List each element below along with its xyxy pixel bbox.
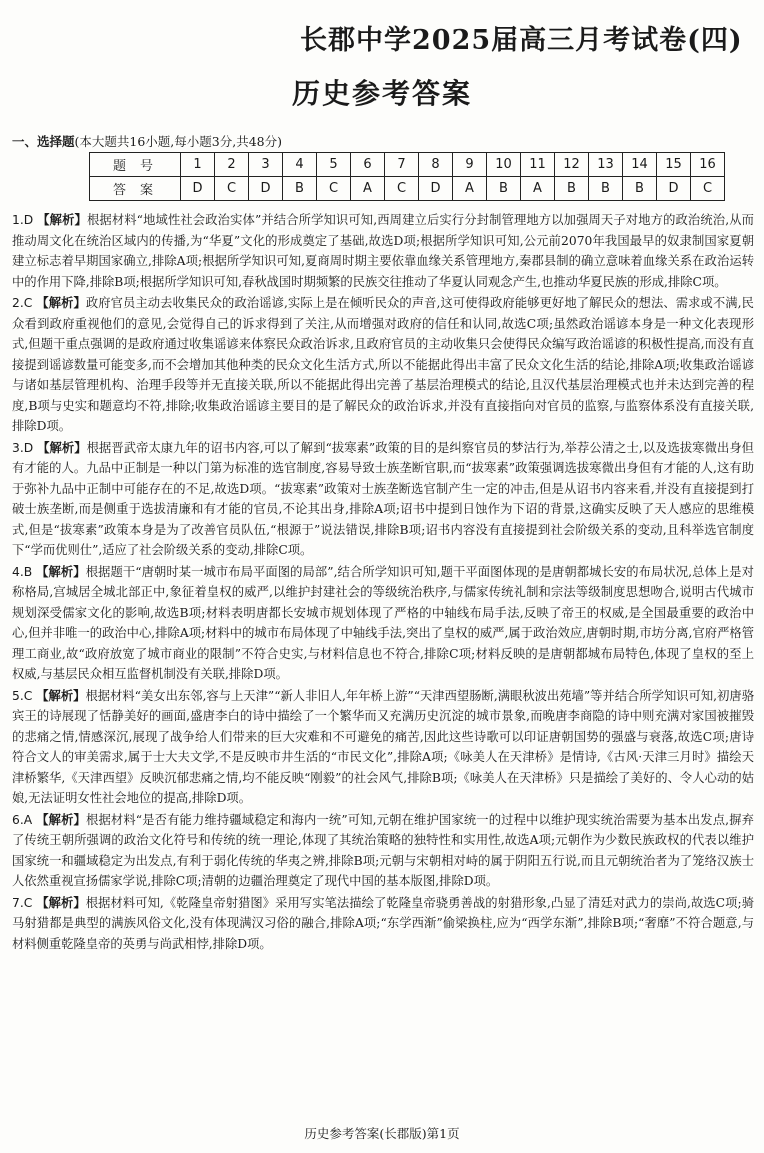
document-title: 历史参考答案 xyxy=(291,77,472,110)
analysis-tag: 【解析】 xyxy=(36,687,86,703)
answer-cell: B xyxy=(623,177,657,201)
analysis-tag: 【解析】 xyxy=(37,439,87,455)
question-number-cell: 3 xyxy=(249,153,283,177)
item-text: 根据材料“地域性社会政治实体”并结合所学知识可知,西周建立后实行分封制管理地方以加强周天子对地方的政治统治,从而推动周文化在统治区域内的传播,为“华夏”文化的形成奠定了基础,故选D项;根据所学知识可知,公元前2070年我国最早的奴隶制国家夏朝建立标志着早期国家确立,排除A项;根据所学知识可知,夏商周时期主要依靠血缘关系管理地方,秦郡县制的确立意味着血缘关系在政治运转中的作用下降,排除B项;根据所学知识可知,春秋战国时期频繁的民族交往推动了华夏认同观念产生,也推动华夏民族的形成,排除C项。 xyxy=(12,213,754,289)
answer-table xyxy=(89,152,725,201)
explanation-item xyxy=(12,686,754,809)
explanation-item xyxy=(12,293,754,437)
question-number-cell: 5 xyxy=(317,153,351,177)
explanation-item xyxy=(12,810,754,892)
analysis-tag: 【解析】 xyxy=(36,811,86,827)
answer-cell: C xyxy=(215,177,249,201)
item-number: 4.B xyxy=(12,564,33,579)
question-number-cell: 11 xyxy=(521,153,555,177)
question-number-cell: 10 xyxy=(487,153,521,177)
question-number-cell: 4 xyxy=(283,153,317,177)
question-number-cell: 6 xyxy=(351,153,385,177)
analysis-tag: 【解析】 xyxy=(36,295,86,310)
explanation-item xyxy=(12,210,754,292)
item-number: 1.D xyxy=(12,213,34,227)
answer-cell: B xyxy=(487,177,521,201)
answer-cell: B xyxy=(589,177,623,201)
item-text: 根据晋武帝太康九年的诏书内容,可以了解到“拔寒素”政策的目的是纠察官员的梦沽行为,举荐公清之士,以及选拔寒微出身但有才能的人。九品中正制是一种以门第为标准的选官制度,容易导致士族垄断官职,而“拔寒素”政策强调选拔寒微出身但有才能的人,这有助于弥补九品中正制中可能存在的不足,故选D项。“拔寒素”政策对士族垄断选官制产生一定的冲击,但是从诏书内容来看,并没有直接提到打破士族垄断,而是侧重于选拔清廉和有才能的官员,不论其出身,排除A项;诏书中提到日蚀作为下诏的背景,这确实反映了天人感应的思维模式,但是“拔寒素”政策本身是为了改善官员队伍,“根源于”说法错误,排除B项;诏书内容没有直接提到社会阶级关系的变动,且科举选官制度下“学而优则仕”,适应了社会阶级关系的变动,排除C项。 xyxy=(12,440,754,557)
answer-cell: D xyxy=(419,177,453,201)
section-note: (本大题共16小题,每小题3分,共48分) xyxy=(74,134,282,149)
question-number-cell: 14 xyxy=(623,153,657,177)
question-number-cell: 2 xyxy=(215,153,249,177)
analysis-tag: 【解析】 xyxy=(37,212,87,227)
question-number-row xyxy=(90,153,725,177)
item-text: 根据题干“唐朝时某一城市布局平面图的局部”,结合所学知识可知,题干平面图体现的是唐朝都城长安的布局状况,总体上是对称格局,宫城居全城北部正中,象征着皇权的威严,以维护封建社会的等级统治秩序,与儒家传统礼制和宗法等级制度思想吻合,说明古代城市规划深受儒家文化的影响,故选B项;材料表明唐都长安城市规划体现了严格的中轴线布局手法,反映了帝王的权威,是全国最重要的政治中心,但并非唯一的政治中心,排除A项;材料中的城市布局体现了中轴线手法,突出了皇权的威严,属于政治效应,唐朝时期,市坊分离,官府严格管理工商业,故“政府放宽了城市商业的限制”不符合史实,与材料信息也不符合,排除C项;材料反映的是唐朝都城布局特色,体现了皇权的至上权威,与基层民众相互监督机制没有关联,排除D项。 xyxy=(12,564,754,681)
item-number: 3.D xyxy=(12,440,34,455)
analysis-tag: 【解析】 xyxy=(36,894,86,910)
item-text: 根据材料“美女出东邻,容与上天津”“新人非旧人,年年桥上游”“天津西望肠断,满眼秋波出苑墙”等并结合所学知识可知,初唐骆宾王的诗展现了恬静美好的画面,盛唐李白的诗中描绘了一个繁华而又充满历史沉淀的城市景象,而晚唐李商隐的诗中则充满对家国被摧毁的悲痛之情,情感深沉,展现了战争给人们带来的巨大灾难和不可避免的痛苦,因此这些诗歌可以印证唐朝国势的强盛与衰落,故选C项;唐诗符合文人的审美需求,属于士大夫文学,不是反映市井生活的“市民文化”,排除A项;《咏美人在天津桥》是情诗,《古风·天津三月时》描绘天津桥繁华,《天津西望》反映沉郁悲痛之情,均不能反映“刚毅”的社会风气,排除B项;《咏美人在天津桥》只是描绘了美好的、令人心动的姑娘,无法证明女性社会地位的提高,排除D项。 xyxy=(12,688,754,805)
answer-cell: A xyxy=(453,177,487,201)
question-number-cell: 13 xyxy=(589,153,623,177)
item-number: 2.C xyxy=(12,296,33,310)
explanation-item xyxy=(12,562,754,685)
question-number-cell: 12 xyxy=(555,153,589,177)
question-number-header: 题号 xyxy=(90,153,181,177)
item-text: 根据材料“是否有能力维持疆域稳定和海内一统”可知,元朝在维护国家统一的过程中以维护现实统治需要为基本出发点,摒弃了传统王朝所强调的政治文化符号和传统的统一理论,体现了其统治策略的独特性和实用性,故选A项;元朝作为少数民族政权的代表以维护国家统一和疆域稳定为出发点,有利于弱化传统的华夷之辨,排除B项;元朝与宋朝相对峙的属于阴阳五行说,而且元朝统治者为了笼络汉族士人依然重视宣扬儒家学说,排除C项;清朝的边疆治理奠定了现代中国的基本版图,排除D项。 xyxy=(12,812,754,888)
explanation-item xyxy=(12,893,754,955)
answer-header: 答案 xyxy=(90,177,181,201)
item-number: 5.C xyxy=(12,688,33,703)
question-number-cell: 1 xyxy=(181,153,215,177)
section-heading xyxy=(12,132,282,150)
item-text: 根据材料可知,《乾隆皇帝射猎图》采用写实笔法描绘了乾隆皇帝骁勇善战的射猎形象,凸显了清廷对武力的崇尚,故选C项;骑马射猎都是典型的满族风俗文化,没有体现满汉习俗的融合,排除A项;“东学西渐”偷梁换柱,应为“西学东渐”,排除B项;“奢靡”不符合题意,与材料侧重乾隆皇帝的英勇与尚武相悖,排除D项。 xyxy=(12,895,754,951)
explanation-item xyxy=(12,438,754,561)
answer-cell: C xyxy=(691,177,725,201)
answer-cell: D xyxy=(657,177,691,201)
answer-cell: B xyxy=(283,177,317,201)
question-number-cell: 15 xyxy=(657,153,691,177)
analysis-tag: 【解析】 xyxy=(36,563,86,579)
question-number-cell: 8 xyxy=(419,153,453,177)
answer-cell: C xyxy=(385,177,419,201)
question-number-cell: 16 xyxy=(691,153,725,177)
answer-cell: A xyxy=(351,177,385,201)
item-number: 7.C xyxy=(12,895,33,910)
section-label: 一、选择题 xyxy=(12,134,75,149)
explanation-list xyxy=(12,210,754,955)
answer-row xyxy=(90,177,725,201)
answer-cell: D xyxy=(249,177,283,201)
item-text: 政府官员主动去收集民众的政治谣谚,实际上是在倾听民众的声音,这可使得政府能够更好地了解民众的想法、需求或不满,民众看到政府重视他们的意见,会觉得自己的诉求得到了关注,从而增强对政府的信任和认同,故选C项;虽然政治谣谚本身是一种文化表现形式,但题干重点强调的是政府通过收集谣谚来体察民众政治诉求,且政府官员的主动收集只会使得民众编写政治谣谚的积极性提高,而没有直接提到谣谚数量可能变多,而不会增加其他种类的民众文化生活方式,所以不能据此得出丰富了民众文化生活的结论,排除A项;收集政治谣谚与诸如基层管理机构、治理手段等并无直接关联,所以不能据此得出完善了基层治理模式的结论,且汉代基层治理模式也并未达到完善的程度,B项与史实和题意均不符,排除;收集政治谣谚主要目的是了解民众的政治诉求,并没有直接指向对官员的监察,与监察体系没有直接关联,排除D项。 xyxy=(12,296,754,433)
exam-title: 长郡中学2025届高三月考试卷(四) xyxy=(300,25,743,56)
answer-cell: C xyxy=(317,177,351,201)
question-number-cell: 9 xyxy=(453,153,487,177)
answer-cell: A xyxy=(521,177,555,201)
page-footer: 历史参考答案(长郡版)第1页 xyxy=(304,1126,460,1141)
question-number-cell: 7 xyxy=(385,153,419,177)
item-number: 6.A xyxy=(12,812,33,827)
answer-cell: D xyxy=(181,177,215,201)
answer-cell: B xyxy=(555,177,589,201)
